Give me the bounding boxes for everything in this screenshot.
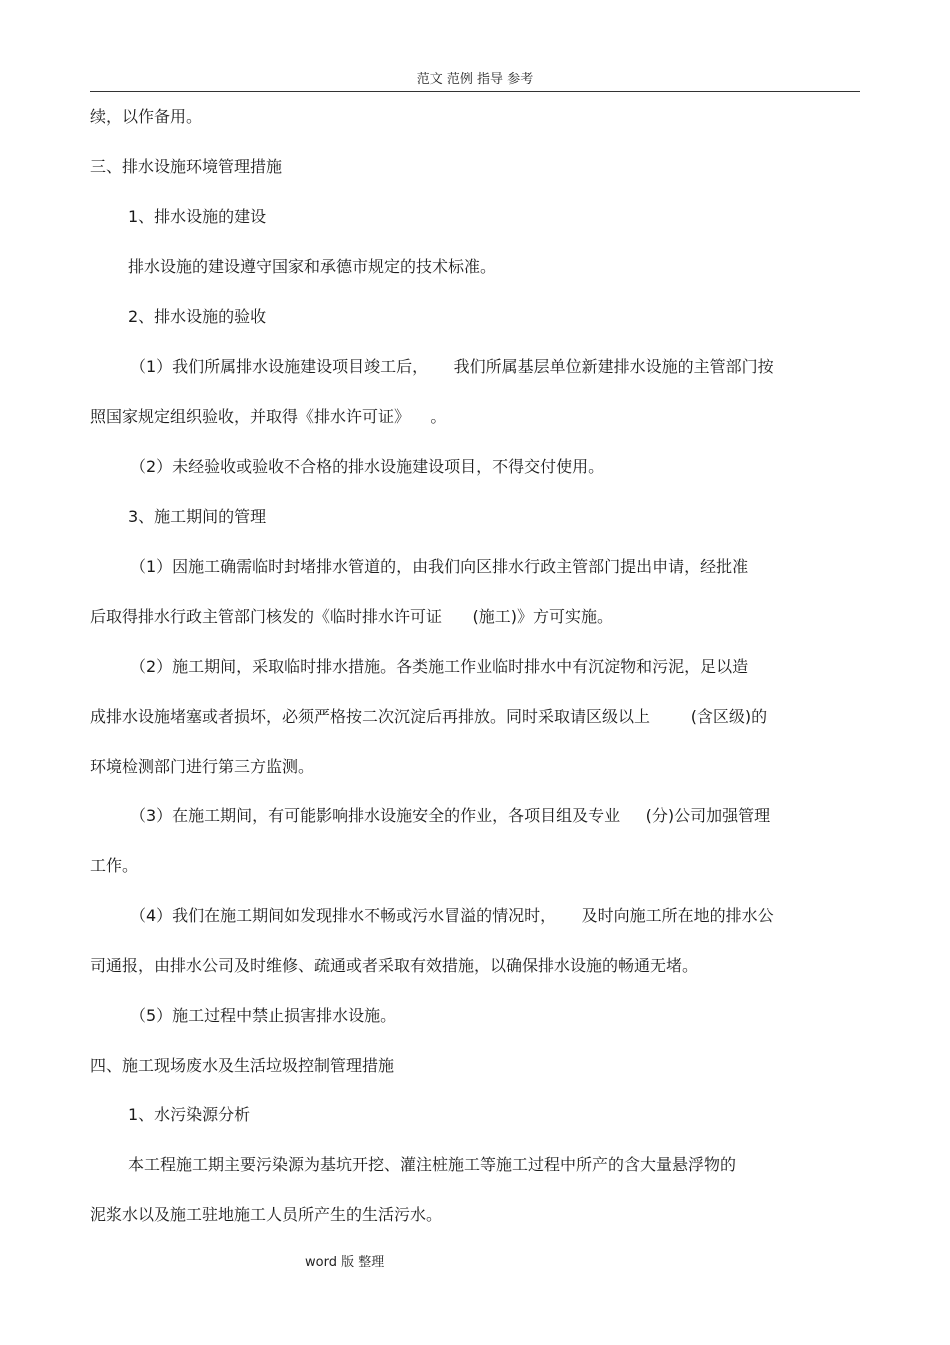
subsection-heading: 3、施工期间的管理 <box>128 507 267 526</box>
text-line: （3）在施工期间，有可能影响排水设施安全的作业，各项目组及专业 (分)公司加强管理 <box>130 806 771 825</box>
header-divider <box>90 91 860 92</box>
subsection-heading: 1、水污染源分析 <box>128 1105 251 1124</box>
section-heading: 三、排水设施环境管理措施 <box>90 157 283 176</box>
text-line: （1）因施工确需临时封堵排水管道的，由我们向区排水行政主管部门提出申请，经批准 <box>130 557 749 576</box>
text-line: （5）施工过程中禁止损害排水设施。 <box>130 1006 397 1025</box>
text-line: 续，以作备用。 <box>90 107 203 126</box>
text-line: 排水设施的建设遵守国家和承德市规定的技术标准。 <box>128 257 497 276</box>
text-line: （4）我们在施工期间如发现排水不畅或污水冒溢的情况时， 及时向施工所在地的排水公 <box>130 906 774 925</box>
text-line: 环境检测部门进行第三方监测。 <box>90 757 315 776</box>
text-line: 工作。 <box>90 856 139 875</box>
subsection-heading: 1、排水设施的建设 <box>128 207 267 226</box>
section-heading: 四、施工现场废水及生活垃圾控制管理措施 <box>90 1056 395 1075</box>
text-line: 后取得排水行政主管部门核发的《临时排水许可证 (施工)》方可实施。 <box>90 607 614 626</box>
page-footer: word 版 整理 <box>305 1255 385 1270</box>
page-header: 范文 范例 指导 参考 <box>416 72 534 87</box>
subsection-heading: 2、排水设施的验收 <box>128 307 267 326</box>
text-line: 司通报，由排水公司及时维修、疏通或者采取有效措施，以确保排水设施的畅通无堵。 <box>90 956 699 975</box>
text-line: 本工程施工期主要污染源为基坑开挖、灌注桩施工等施工过程中所产的含大量悬浮物的 <box>128 1155 737 1174</box>
text-line: 成排水设施堵塞或者损坏，必须严格按二次沉淀后再排放。同时采取请区级以上 (含区级)的 <box>90 707 768 726</box>
text-line: （2）未经验收或验收不合格的排水设施建设项目，不得交付使用。 <box>130 457 605 476</box>
text-line: 照国家规定组织验收，并取得《排水许可证》 。 <box>90 407 447 426</box>
text-line: 泥浆水以及施工驻地施工人员所产生的生活污水。 <box>90 1205 443 1224</box>
text-line: （2）施工期间，采取临时排水措施。各类施工作业临时排水中有沉淀物和污泥，足以造 <box>130 657 749 676</box>
text-line: （1）我们所属排水设施建设项目竣工后， 我们所属基层单位新建排水设施的主管部门按 <box>130 357 774 376</box>
